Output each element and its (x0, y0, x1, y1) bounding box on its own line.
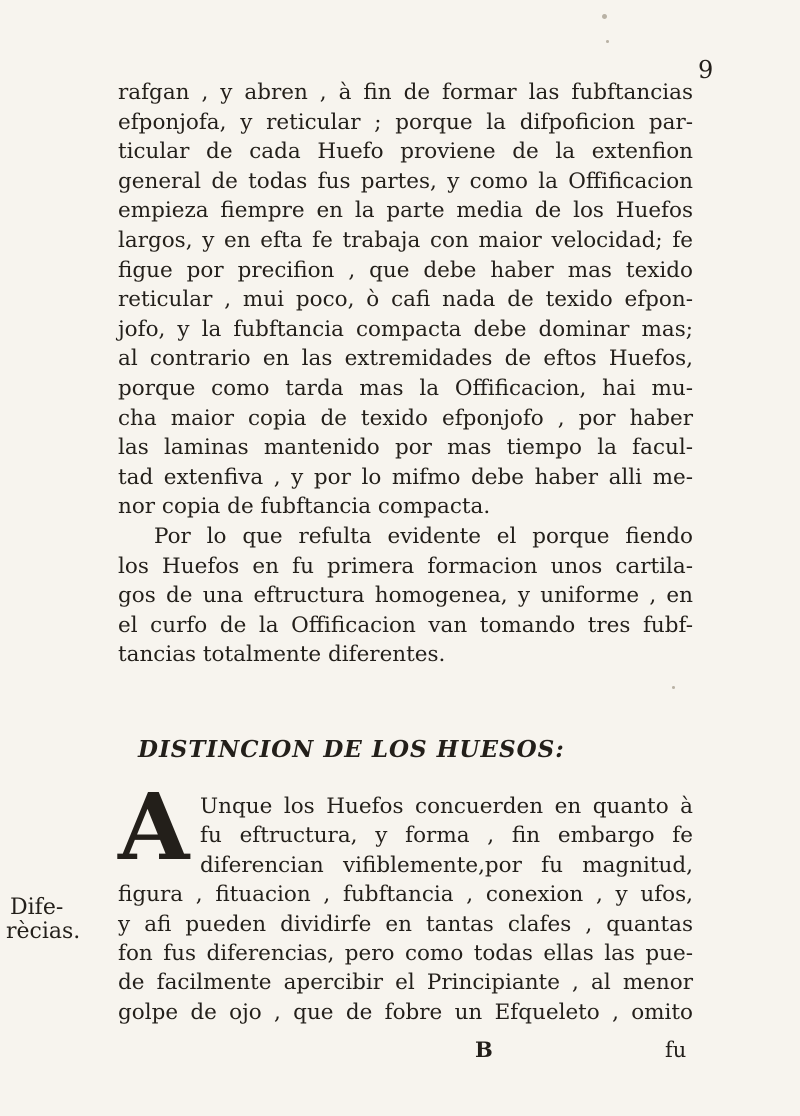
text-line: nor copia de fubftancia compacta. (118, 494, 491, 520)
page-number: 9 (698, 56, 714, 84)
paper-speck (672, 686, 675, 689)
text-line: y afi pueden dividirfe en tantas clafes , quantas (118, 911, 693, 937)
drop-cap: A (118, 773, 190, 881)
main-text (118, 78, 693, 670)
section-text (118, 792, 693, 1027)
section-heading: DISTINCION DE LOS HUESOS: (138, 736, 565, 763)
text-line: al contrario en las extremidades de eftos Huefos, (118, 346, 693, 372)
text-line: ticular de cada Huefo proviene de la extenfion (118, 139, 693, 165)
text-line: reticular , mui poco, ò cafi nada de texido efpon- (118, 287, 693, 313)
text-line: cha maior copia de texido efponjofo , por haber (118, 405, 693, 431)
text-line: general de todas fus partes, y como la Offificacion (118, 168, 693, 194)
signature-mark: B (475, 1037, 493, 1062)
text-line: Por lo que refulta evidente el porque fiendo (154, 523, 693, 549)
text-line: figura , fituacion , fubftancia , conexion , y ufos, (118, 882, 693, 908)
text-line: figue por precifion , que debe haber mas texido (118, 257, 693, 283)
text-line: los Huefos en fu primera formacion unos cartila- (118, 553, 693, 579)
catchword: fu (665, 1038, 687, 1062)
text-line: Unque los Huefos concuerden en quanto à (200, 794, 693, 819)
text-line: jofo, y la fubftancia compacta debe dominar mas; (118, 316, 693, 342)
text-line: fon fus diferencias, pero como todas ellas las pue- (118, 941, 693, 967)
text-line: diferencian vifiblemente,por fu magnitud, (200, 852, 693, 878)
text-line: rafgan , y abren , à fin de formar las fubftancias (118, 80, 693, 105)
text-line: gos de una eftructura homogenea, y uniforme , en (118, 583, 693, 609)
text-line: porque como tarda mas la Offificacion, hai mu- (118, 375, 693, 401)
margin-note-line: rècias. (6, 919, 81, 944)
margin-note (6, 896, 96, 944)
text-line: fu eftructura, y forma , fin embargo fe (200, 823, 693, 849)
paper-speck (602, 14, 607, 19)
text-line: el curfo de la Offificacion van tomando tres fubf- (118, 612, 693, 638)
text-line: de facilmente apercibir el Principiante , al menor (118, 970, 693, 996)
text-line: golpe de ojo , que de fobre un Efqueleto , omito (118, 999, 693, 1025)
text-line: empieza fiempre en la parte media de los Huefos (118, 198, 693, 224)
text-line: tad extenfiva , y por lo mifmo debe haber alli me- (118, 464, 693, 490)
margin-note-line: Dife- (10, 895, 64, 920)
paper-speck (606, 40, 609, 43)
text-line: tancias totalmente diferentes. (118, 642, 446, 668)
text-line: largos, y en efta fe trabaja con maior velocidad; fe (118, 227, 693, 253)
text-line: las laminas mantenido por mas tiempo la facul- (118, 435, 693, 461)
text-line: efponjofa, y reticular ; porque la difpoficion par- (118, 109, 693, 135)
